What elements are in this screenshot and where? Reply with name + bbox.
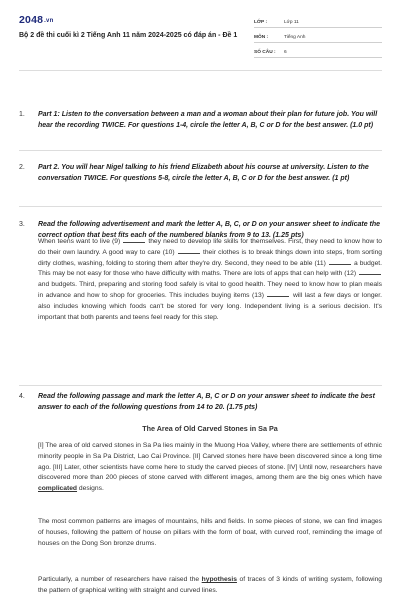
question-3-text: Read the following advertisement and mark the letter A, B, C, or D on your answer sheet to indicate the correct option that best fits each of the numbered blanks from 9 to 13. (1.25 pts) <box>38 221 381 239</box>
logo-suffix: .vn <box>44 18 54 24</box>
position-marker: [IV] <box>287 463 298 471</box>
position-marker: [II] <box>192 452 201 460</box>
question-number: 4. <box>19 393 25 400</box>
passage-text: their clothes is to break things down into steps, from sorting dirty clothes, washing, folding to storing them after they're dry. Second, they need to be able (11) <box>38 248 383 267</box>
question-number: 1. <box>19 111 25 118</box>
question-4-text: Read the following passage and mark the letter A, B, C or D on your answer sheet to indicate the best answer to each of the following questions from 14 to 20. (1.75 pts) <box>38 393 375 411</box>
question-number: 3. <box>19 221 25 228</box>
passage-paragraph-2 <box>38 517 382 549</box>
info-value: 6 <box>284 50 287 55</box>
divider <box>19 70 382 71</box>
blank-12[interactable] <box>359 269 381 275</box>
logo-text: 2048 <box>19 14 44 26</box>
info-value: Lớp 11 <box>284 20 299 25</box>
blank-11[interactable] <box>329 259 351 265</box>
passage-paragraph-3 <box>38 575 382 597</box>
passage-text: Particularly, a number of researchers have raised the <box>38 576 200 583</box>
advertisement-passage <box>38 237 382 323</box>
document-header <box>0 0 400 62</box>
divider <box>19 150 382 151</box>
info-value: Tiếng Anh <box>284 35 306 40</box>
passage-text: and budgets. Third, preparing and storing food safely is vital to good health. They need to know how to plan meals in advance and how to shop for groceries. This includes buying items (13) <box>38 281 382 299</box>
highlighted-word: hypothesis <box>201 576 237 583</box>
info-label: SỐ CÂU : <box>254 50 276 55</box>
blank-10[interactable] <box>178 248 200 254</box>
passage-text: When teens want to live (9) <box>38 238 121 245</box>
info-label: MÔN : <box>254 35 269 40</box>
passage-text: designs. <box>78 485 104 493</box>
blank-13[interactable] <box>267 291 289 297</box>
passage-text: Carved stones here have been discovered since a long time ago. <box>38 452 382 471</box>
passage-text: they need to develop life skills for themselves. First, they need to know how to do their own laundry. A good way to care (10) <box>38 238 383 256</box>
passage-title: The Area of Old Carved Stones in Sa Pa <box>142 424 278 433</box>
passage-text: of traces of 3 kinds of writing system, following the pattern of graphical writing with straight and curved lines. <box>38 576 383 594</box>
question-2-text: Part 2. You will hear Nigel talking to his friend Elizabeth about his course at university. Listen to the conversation TWICE. For questions 5-8, circle the letter A, B, C or D for the best answer. (1 pt) <box>38 164 369 182</box>
position-marker: [III] <box>52 463 63 471</box>
site-logo[interactable] <box>19 14 53 26</box>
passage-text: The area of old carved stones in Sa Pa lies mainly in the Muong Hoa Valley, where there are settlements of ethnic minority people in Sa Pa District, Lao Cai Province. <box>38 442 382 460</box>
divider <box>19 385 382 386</box>
passage-paragraph-1 <box>38 441 382 495</box>
question-1-text: Part 1: Listen to the conversation between a man and a woman about their plan for future job. You will hear the recording TWICE. For questions 1-4, circle the letter A, B, C or D for the best answer. (1.0 pt) <box>38 111 378 129</box>
info-label: LỚP : <box>254 20 268 25</box>
info-field-count <box>254 44 382 58</box>
highlighted-word: complicated <box>38 485 78 493</box>
passage-text: The most common patterns are images of mountains, hills and fields. In some pieces of stone, we can find images of houses, following the pattern of house on pillars with the form of boat, with curved roof, reminding the image of houses on the Dong Son bronze drums. <box>38 518 382 547</box>
passage-text: Later, other scientists have come here to study the carved pieces of stone. <box>64 463 286 471</box>
blank-9[interactable] <box>123 237 145 243</box>
info-field-subject <box>254 29 382 43</box>
document-title: Bộ 2 đề thi cuối kì 2 Tiếng Anh 11 năm 2024-2025 có đáp án - Đề 1 <box>19 32 238 39</box>
passage-text: will last a few days or longer. also includes knowing which foods can't be stored for very long. Independent living is a serious decision. It's important that both parents and teens feel ready for this step. <box>38 291 382 321</box>
info-field-class <box>254 14 382 28</box>
passage-text: Until now, researchers have discovered more than 200 pieces of stone carved with different images, among them are the big ones which have <box>38 463 383 482</box>
divider <box>19 206 382 207</box>
position-marker: [I] <box>38 442 44 449</box>
passage-text: a budget. This may be not easy for those who have difficulty with maths. There are lots of apps that can help with (12) <box>38 259 383 278</box>
question-number: 2. <box>19 164 25 171</box>
